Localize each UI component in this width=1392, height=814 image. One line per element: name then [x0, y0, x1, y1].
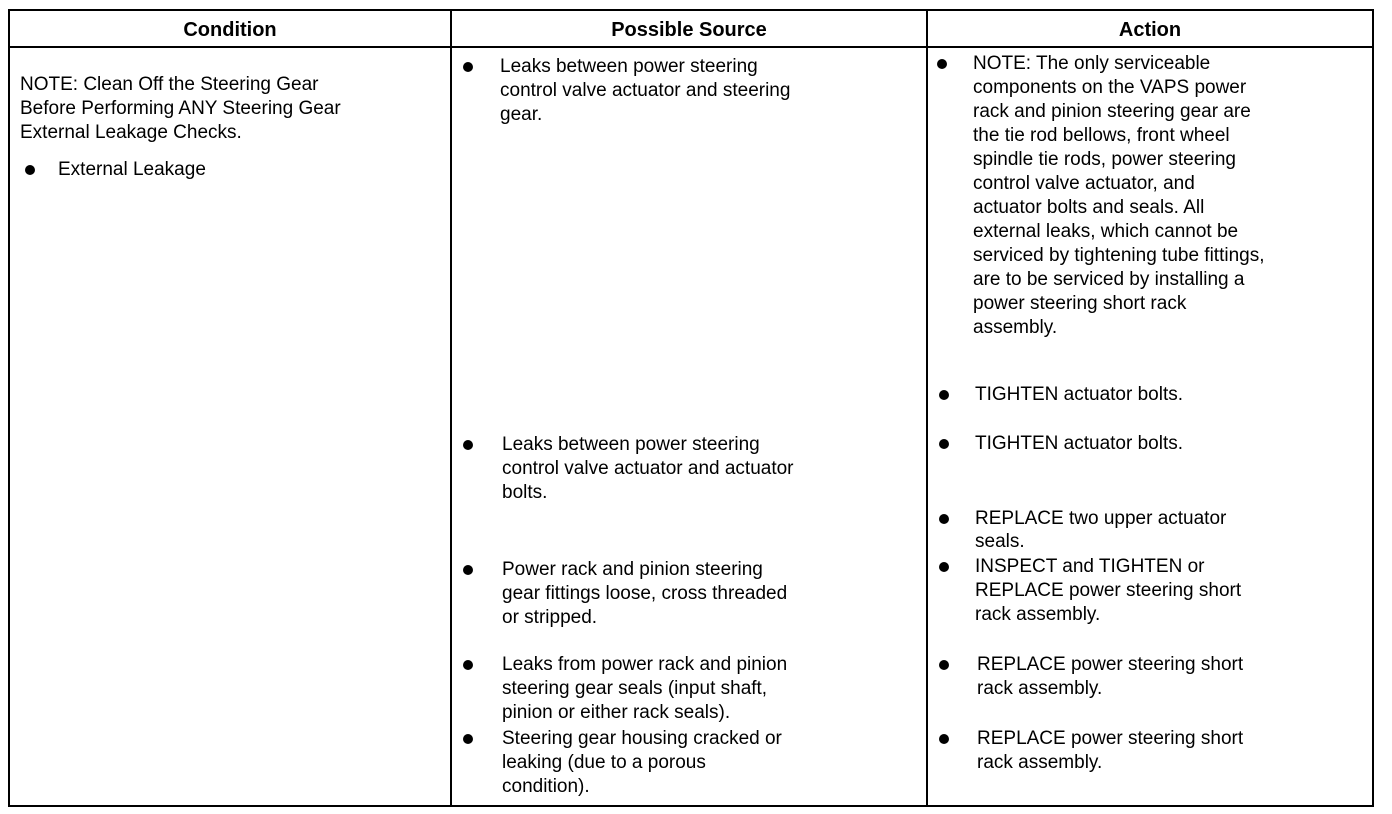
bullet-icon	[939, 514, 949, 524]
action-line: REPLACE power steering short	[975, 580, 1242, 601]
bullet-icon	[463, 660, 473, 670]
source-line: gear.	[500, 104, 543, 125]
bullet-icon	[939, 562, 949, 572]
action-line: REPLACE power steering short	[977, 654, 1244, 675]
action-line: control valve actuator, and	[973, 173, 1195, 194]
source-line: Steering gear housing cracked or	[502, 728, 782, 749]
action-line: spindle tie rods, power steering	[973, 149, 1236, 170]
bullet-icon	[939, 660, 949, 670]
header-action: Action	[1118, 18, 1182, 41]
source-line: Leaks between power steering	[500, 56, 758, 77]
bullet-icon	[463, 62, 473, 72]
header-possible-source: Possible Source	[611, 18, 767, 41]
source-line: condition).	[502, 776, 590, 797]
action-line: INSPECT and TIGHTEN or	[975, 556, 1205, 577]
source-line: Power rack and pinion steering	[502, 559, 763, 580]
source-line: gear fittings loose, cross threaded	[502, 583, 788, 604]
action-line: power steering short rack	[973, 293, 1187, 314]
bullet-icon	[939, 734, 949, 744]
action-line: seals.	[975, 531, 1025, 552]
source-line: leaking (due to a porous	[502, 752, 706, 773]
source-line: Leaks between power steering	[502, 434, 760, 455]
action-line: REPLACE two upper actuator	[975, 508, 1227, 529]
source-line: control valve actuator and steering	[500, 80, 791, 101]
bullet-icon	[939, 439, 949, 449]
action-line: TIGHTEN actuator bolts.	[975, 384, 1184, 405]
bullet-icon	[463, 440, 473, 450]
source-line: pinion or either rack seals).	[502, 702, 731, 723]
action-line: external leaks, which cannot be	[973, 221, 1239, 242]
condition-note-line: NOTE: Clean Off the Steering Gear	[20, 74, 319, 95]
bullet-icon	[939, 390, 949, 400]
source-line: or stripped.	[502, 607, 598, 628]
action-line: rack assembly.	[977, 678, 1103, 699]
column-divider-2	[926, 9, 928, 807]
action-line: assembly.	[973, 317, 1058, 338]
header-condition: Condition	[183, 18, 277, 41]
action-line: components on the VAPS power	[973, 77, 1247, 98]
bullet-icon	[937, 59, 947, 69]
action-line: REPLACE power steering short	[977, 728, 1244, 749]
source-line: Leaks from power rack and pinion	[502, 654, 788, 675]
action-line: rack and pinion steering gear are	[973, 101, 1251, 122]
condition-note-line: Before Performing ANY Steering Gear	[20, 98, 341, 119]
source-line: control valve actuator and actuator	[502, 458, 794, 479]
bullet-icon	[463, 734, 473, 744]
action-line: actuator bolts and seals. All	[973, 197, 1205, 218]
action-line: rack assembly.	[977, 752, 1103, 773]
action-line: serviced by tightening tube fittings,	[973, 245, 1265, 266]
action-line: the tie rod bellows, front wheel	[973, 125, 1230, 146]
action-line: rack assembly.	[975, 604, 1101, 625]
action-line: are to be serviced by installing a	[973, 269, 1245, 290]
source-line: steering gear seals (input shaft,	[502, 678, 768, 699]
condition-item: External Leakage	[58, 159, 206, 180]
action-line: NOTE: The only serviceable	[973, 53, 1211, 74]
bullet-icon	[463, 565, 473, 575]
bullet-icon	[25, 165, 35, 175]
action-line: TIGHTEN actuator bolts.	[975, 433, 1184, 454]
condition-note-line: External Leakage Checks.	[20, 122, 242, 143]
column-divider-1	[450, 9, 452, 807]
source-line: bolts.	[502, 482, 548, 503]
